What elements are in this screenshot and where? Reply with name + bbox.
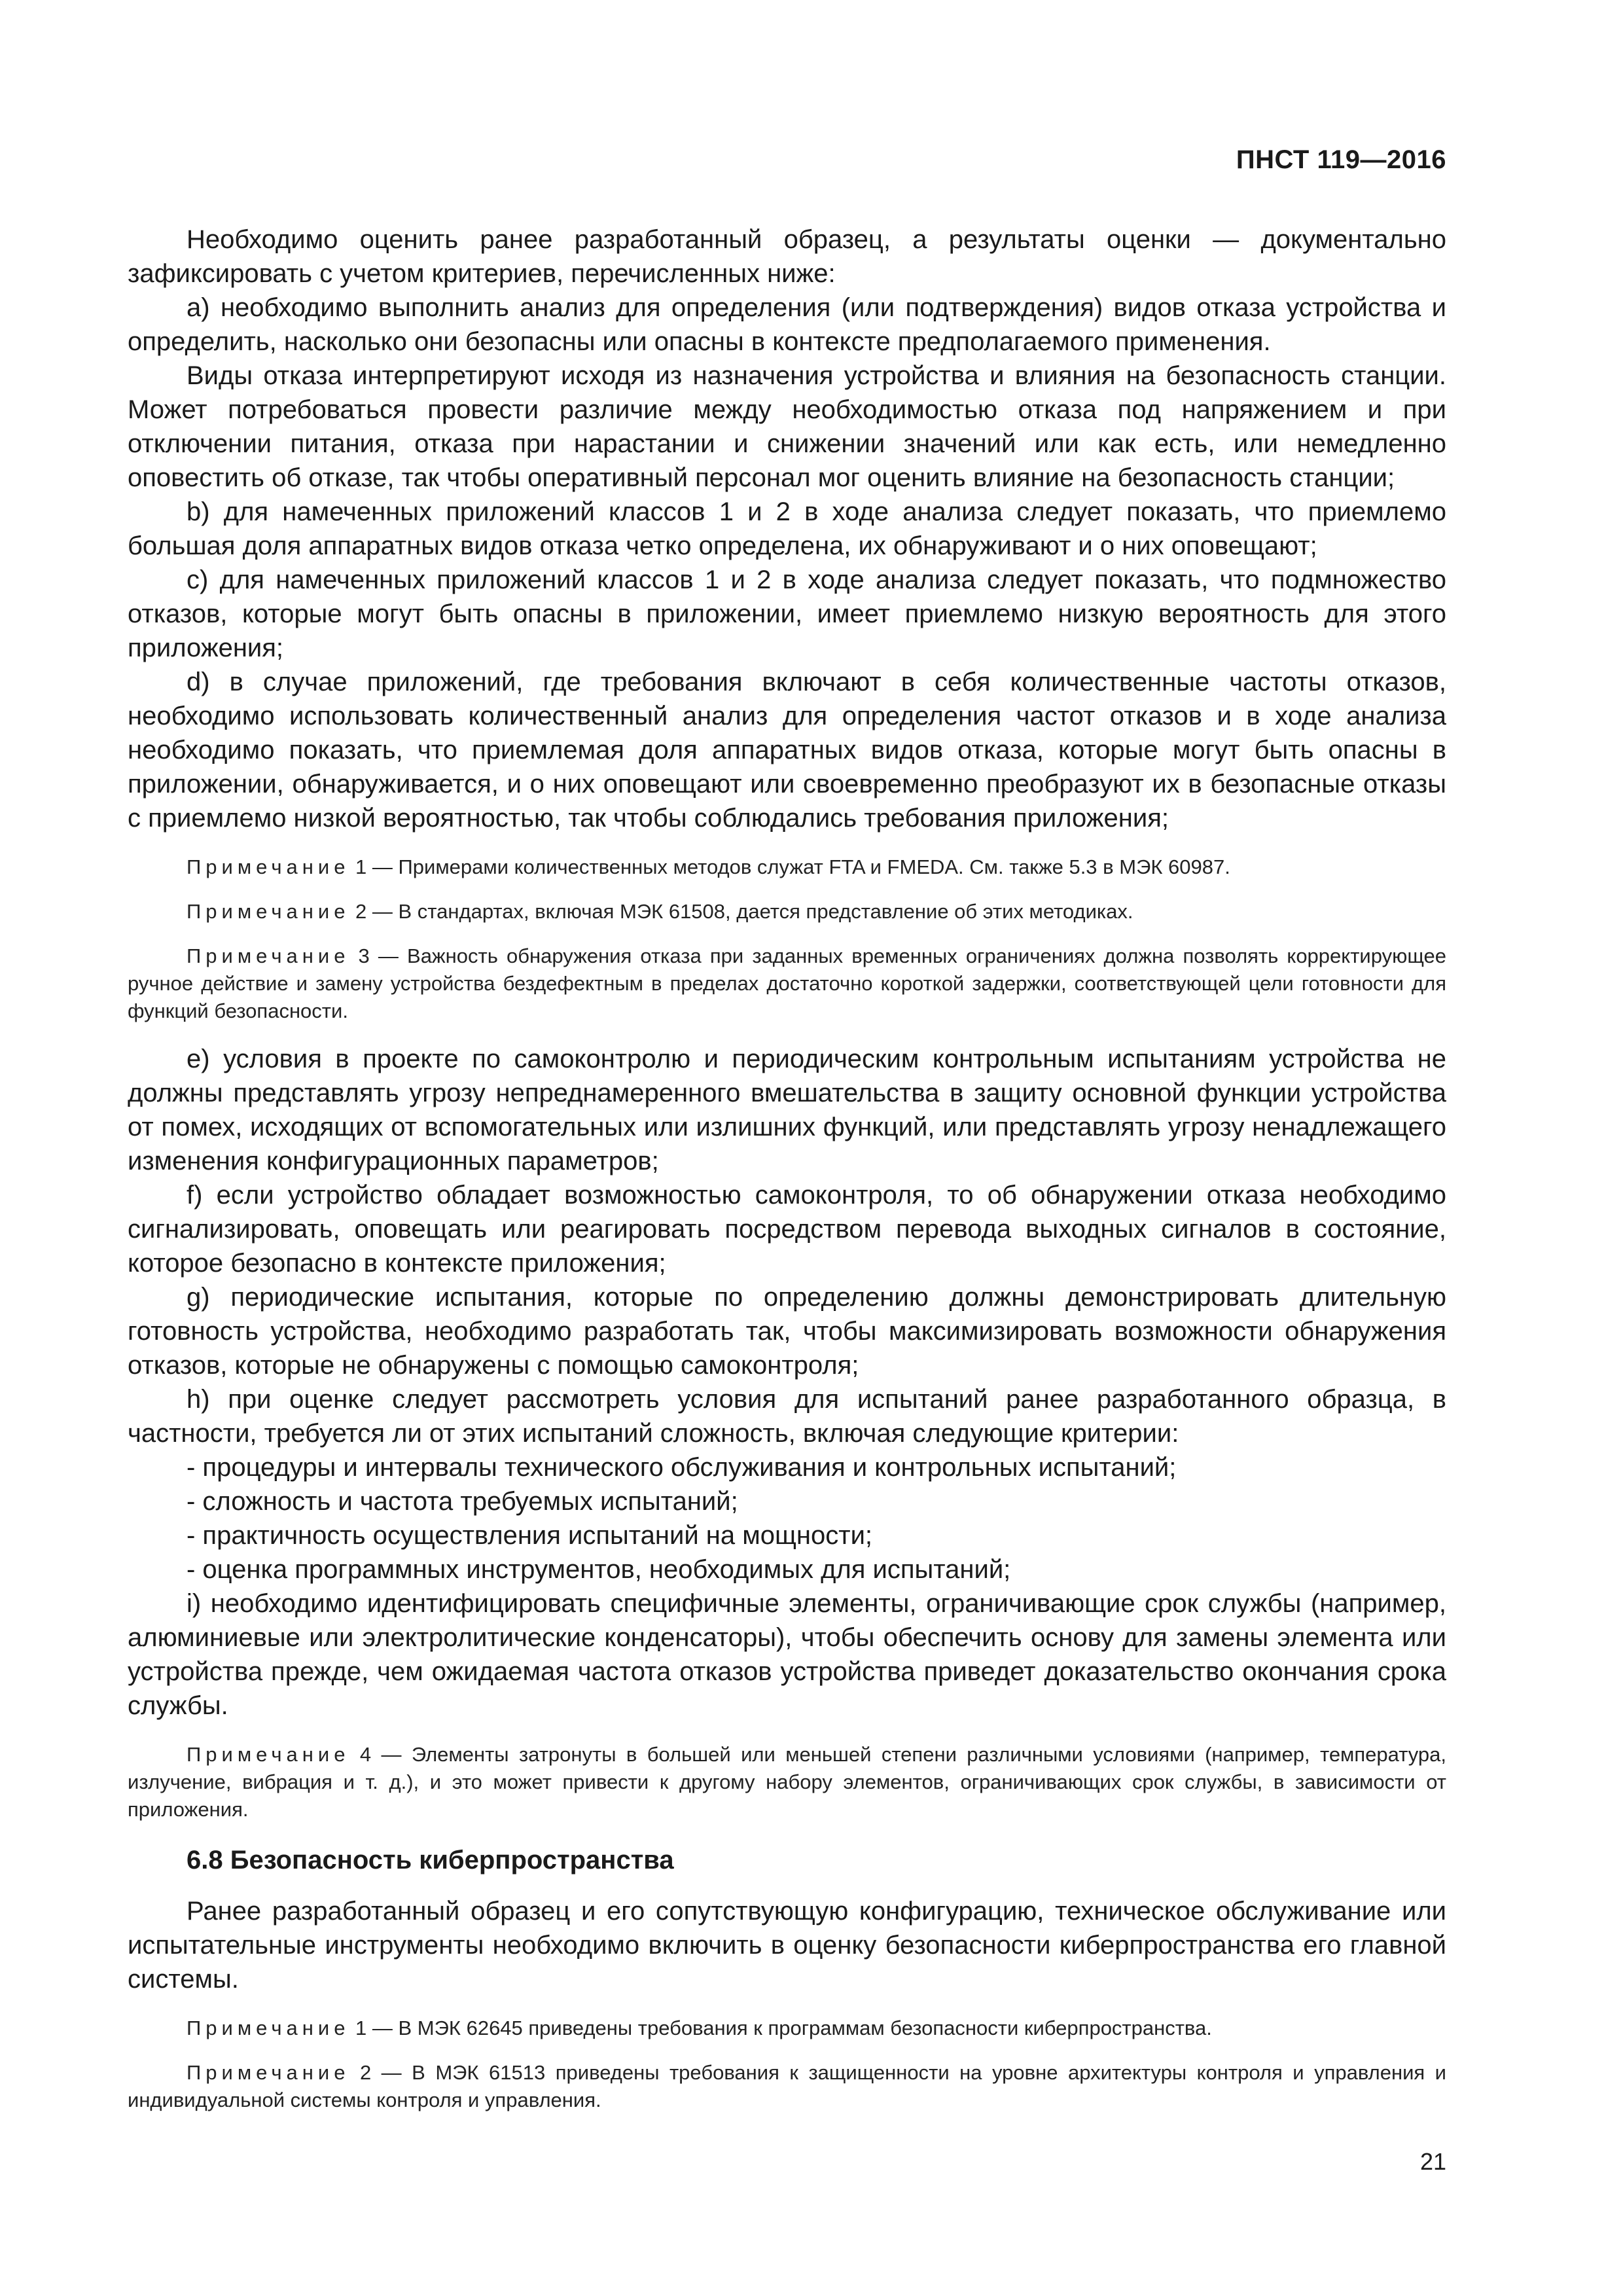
note-text: 1 — В МЭК 62645 приведены требования к программам безопасности киберпространства.: [349, 2017, 1212, 2039]
note-text: 2 — В стандартах, включая МЭК 61508, дается представление об этих методиках.: [349, 900, 1133, 923]
document-code: ПНСТ 119—2016: [1236, 145, 1446, 174]
list-item: - процедуры и интервалы технического обслуживания и контрольных испытаний;: [187, 1453, 1177, 1482]
item-c: c) для намеченных приложений классов 1 и 2 в ходе анализа следует показать, что подмножество отказов, которые могут быть опасны в приложении, имеет приемлемо низкую вероятность для этого приложения;: [128, 565, 1446, 662]
note-text: 2 — В МЭК 61513 приведены требования к защищенности на уровне архитектуры контроля и управления и индивидуальной системы контроля и управления.: [128, 2061, 1446, 2111]
list-item: - оценка программных инструментов, необходимых для испытаний;: [187, 1555, 1011, 1584]
item-d: d) в случае приложений, где требования включают в себя количественные частоты отказов, необходимо использовать количественный анализ для определения частот отказов и в ходе анализа необходимо показать, что приемлемая доля аппаратных видов отказа, которые могут быть опасны в приложении, обнаруживается, и о них оповещают или своевременно преобразуют их в безопасные отказы с приемлемо низкой вероятностью, так чтобы соблюдались требования приложения;: [128, 668, 1446, 833]
note-3: [128, 942, 1446, 1025]
item-b: b) для намеченных приложений классов 1 и 2 в ходе анализа следует показать, что приемлемо большая доля аппаратных видов отказа четко определена, их обнаруживают и о них оповещают;: [128, 497, 1446, 560]
section-note-1: [128, 2015, 1446, 2042]
item-a-continuation: Виды отказа интерпретируют исходя из назначения устройства и влияния на безопасность станции. Может потребоваться провести различие между необходимостью отказа под напряжением и при отключении питания, отказа при нарастании и снижении значений или как есть, или немедленно оповестить об отказе, так чтобы оперативный персонал мог оценить влияние на безопасность станции;: [128, 361, 1446, 492]
page-number: 21: [1419, 2148, 1446, 2175]
item-e: e) условия в проекте по самоконтролю и периодическим контрольным испытаниям устройства не должны представлять угрозу непреднамеренного вмешательства в защиту основной функции устройства от помех, исходящих от вспомогательных или излишних функций, или представлять угрозу ненадлежащего изменения конфигурационных параметров;: [128, 1045, 1446, 1175]
intro-paragraph: Необходимо оценить ранее разработанный образец, а результаты оценки — документально зафиксировать с учетом критериев, перечисленных ниже:: [128, 225, 1446, 288]
list-item: - сложность и частота требуемых испытаний;: [187, 1487, 738, 1516]
note-label: Примечание: [187, 1743, 350, 1766]
section-note-2: [128, 2059, 1446, 2114]
section-heading-6-8: 6.8 Безопасность киберпространства: [187, 1846, 674, 1874]
note-label: Примечание: [187, 944, 350, 967]
note-label: Примечание: [187, 2017, 350, 2039]
note-text: 4 — Элементы затронуты в большей или меньшей степени различными условиями (например, температура, излучение, вибрация и т. д.), и это может привести к другому набору элементов, ограничивающих срок службы, в зависимости от приложения.: [128, 1743, 1446, 1821]
item-h: h) при оценке следует рассмотреть условия для испытаний ранее разработанного образца, в частности, требуется ли от этих испытаний сложность, включая следующие критерии:: [128, 1385, 1446, 1448]
note-text: 3 — Важность обнаружения отказа при заданных временных ограничениях должна позволять корректирующее ручное действие и замену устройства бездефектным в пределах достаточно короткой задержки, соответствующей цели готовности для функций безопасности.: [128, 944, 1446, 1022]
note-4: [128, 1741, 1446, 1823]
item-f: f) если устройство обладает возможностью самоконтроля, то об обнаружении отказа необходимо сигнализировать, оповещать или реагировать посредством перевода выходных сигналов в состояние, которое безопасно в контексте приложения;: [128, 1181, 1446, 1278]
item-g: g) периодические испытания, которые по определению должны демонстрировать длительную готовность устройства, необходимо разработать так, чтобы максимизировать возможности обнаружения отказов, которые не обнаружены с помощью самоконтроля;: [128, 1283, 1446, 1380]
page-content: [128, 223, 1446, 2131]
note-text: 1 — Примерами количественных методов служат FTA и FMEDA. См. также 5.3 в МЭК 60987.: [349, 855, 1230, 878]
section-6-8-paragraph: Ранее разработанный образец и его сопутствующую конфигурацию, техническое обслуживание или испытательные инструменты необходимо включить в оценку безопасности киберпространства его главной системы.: [128, 1897, 1446, 1994]
note-1: [128, 853, 1446, 881]
note-2: [128, 898, 1446, 925]
list-item: - практичность осуществления испытаний на мощности;: [187, 1521, 873, 1550]
note-label: Примечание: [187, 900, 350, 923]
item-a: a) необходимо выполнить анализ для определения (или подтверждения) видов отказа устройства и определить, насколько они безопасны или опасны в контексте предполагаемого применения.: [128, 293, 1446, 356]
note-label: Примечание: [187, 2061, 350, 2084]
item-i: i) необходимо идентифицировать специфичные элементы, ограничивающие срок службы (например, алюминиевые или электролитические конденсаторы), чтобы обеспечить основу для замены элемента или устройства прежде, чем ожидаемая частота отказов устройства приведет доказательство окончания срока службы.: [128, 1589, 1446, 1720]
note-label: Примечание: [187, 855, 350, 878]
